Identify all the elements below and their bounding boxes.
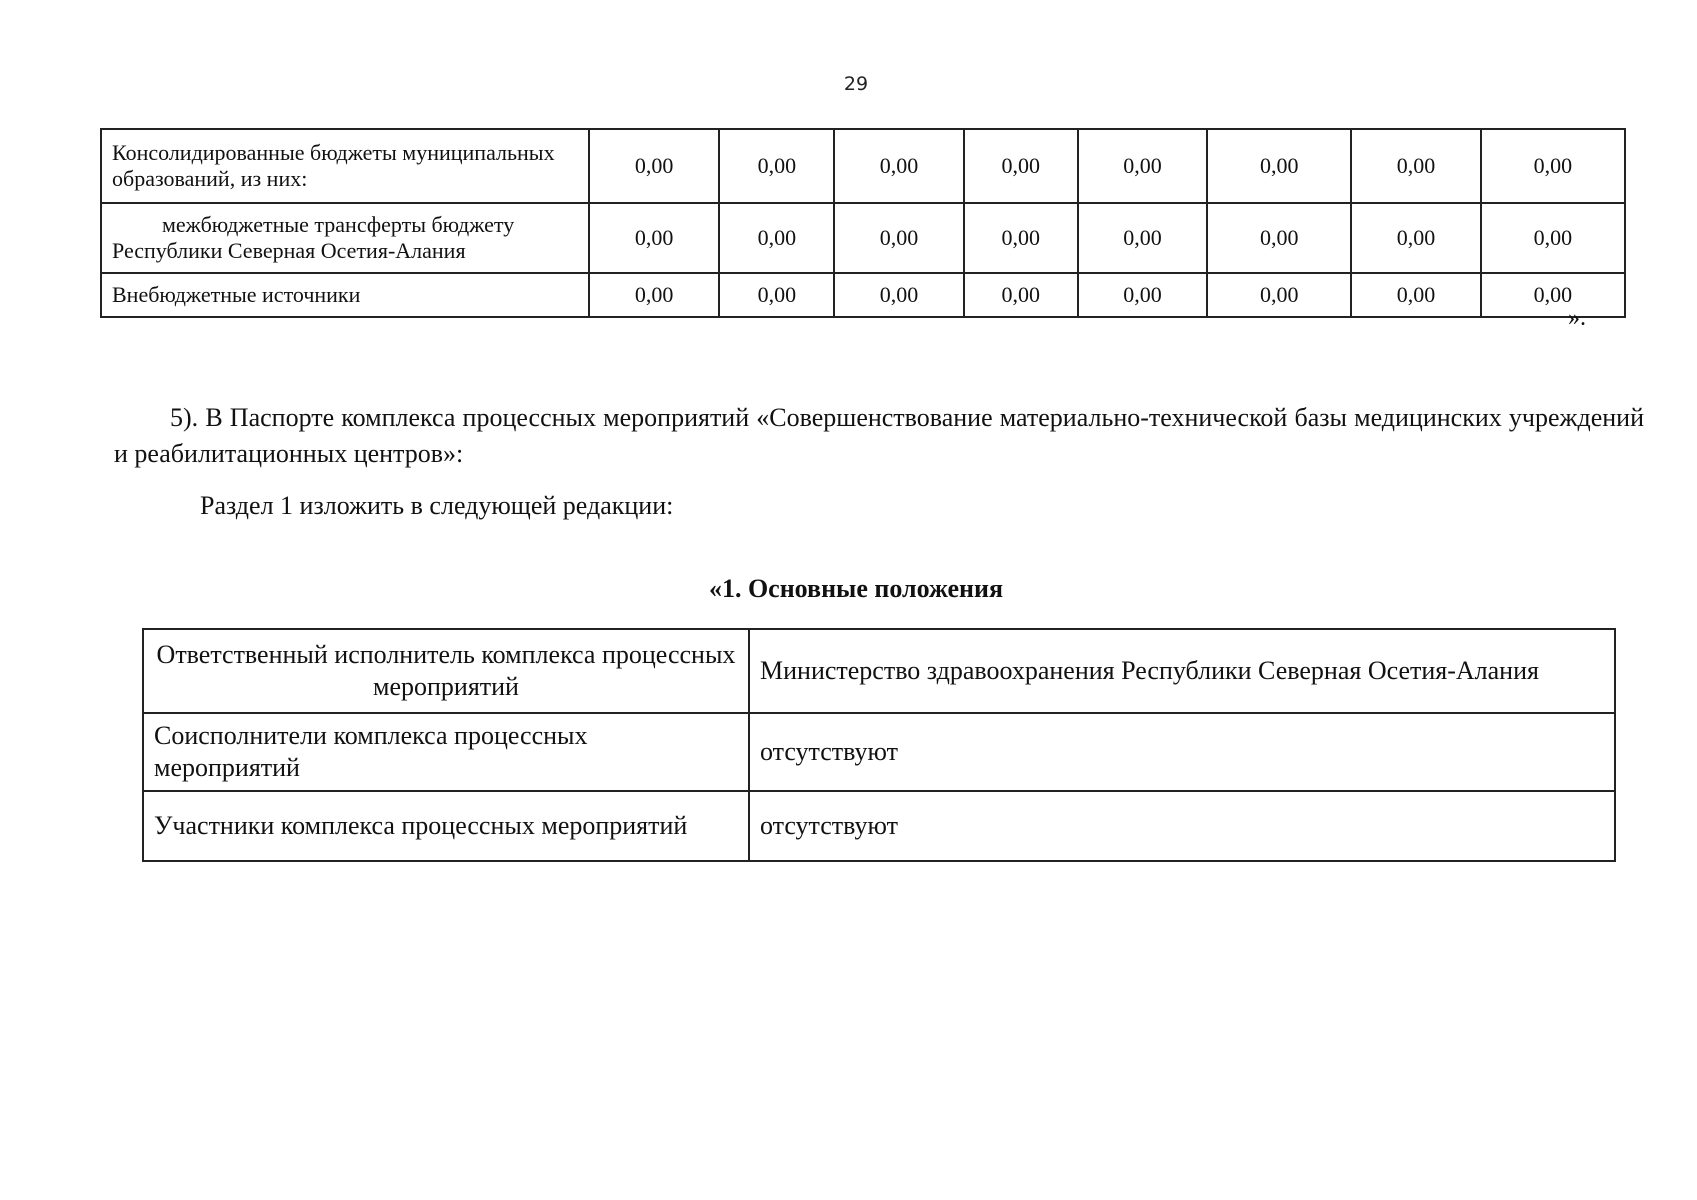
positions-table	[142, 628, 1616, 862]
cell-value: 0,00	[834, 273, 963, 317]
cell-value: 0,00	[964, 203, 1078, 273]
cell-value: 0,00	[834, 203, 963, 273]
cell-value: 0,00	[964, 129, 1078, 203]
closing-quote: ».	[1568, 305, 1586, 331]
cell-value: 0,00	[1481, 273, 1625, 317]
cell-value: 0,00	[1351, 273, 1480, 317]
cell-value: 0,00	[1078, 273, 1207, 317]
paragraph-section-instruction: Раздел 1 изложить в следующей редакции:	[200, 491, 674, 520]
table-row	[143, 629, 1615, 713]
cell-value: 0,00	[589, 273, 719, 317]
row-label: Консолидированные бюджеты муниципальных образований, из них:	[101, 129, 589, 203]
finance-table	[100, 128, 1626, 318]
cell-value: 0,00	[1481, 203, 1625, 273]
row-label: Ответственный исполнитель комплекса процессных мероприятий	[143, 629, 749, 713]
cell-value: 0,00	[589, 129, 719, 203]
table-row	[143, 713, 1615, 791]
cell-value: 0,00	[719, 129, 834, 203]
table-row	[101, 129, 1625, 203]
page-number: 29	[843, 73, 869, 95]
paragraph-amendment: 5). В Паспорте комплекса процессных мероприятий «Совершенствование материально-технической базы медицинских учреждений и реабилитационных центров»:	[114, 403, 1644, 468]
cell-value: 0,00	[1207, 203, 1351, 273]
cell-value: 0,00	[964, 273, 1078, 317]
cell-value: 0,00	[719, 273, 834, 317]
cell-value: 0,00	[1481, 129, 1625, 203]
table-row	[143, 791, 1615, 861]
row-value: отсутствуют	[749, 791, 1615, 861]
cell-value: 0,00	[589, 203, 719, 273]
table-row	[101, 203, 1625, 273]
row-label: Участники комплекса процессных мероприятий	[143, 791, 749, 861]
cell-value: 0,00	[834, 129, 963, 203]
cell-value: 0,00	[1078, 129, 1207, 203]
cell-value: 0,00	[1351, 129, 1480, 203]
cell-value: 0,00	[1351, 203, 1480, 273]
cell-value: 0,00	[719, 203, 834, 273]
table-row	[101, 273, 1625, 317]
cell-value: 0,00	[1207, 129, 1351, 203]
cell-value: 0,00	[1078, 203, 1207, 273]
section-title: «1. Основные положения	[708, 574, 1004, 603]
row-value: отсутствуют	[749, 713, 1615, 791]
row-label: Соисполнители комплекса процессных мероприятий	[143, 713, 749, 791]
row-label: межбюджетные трансферты бюджету Республики Северная Осетия-Алания	[101, 203, 589, 273]
cell-value: 0,00	[1207, 273, 1351, 317]
row-label: Внебюджетные источники	[101, 273, 589, 317]
row-value: Министерство здравоохранения Республики Северная Осетия-Алания	[749, 629, 1615, 713]
